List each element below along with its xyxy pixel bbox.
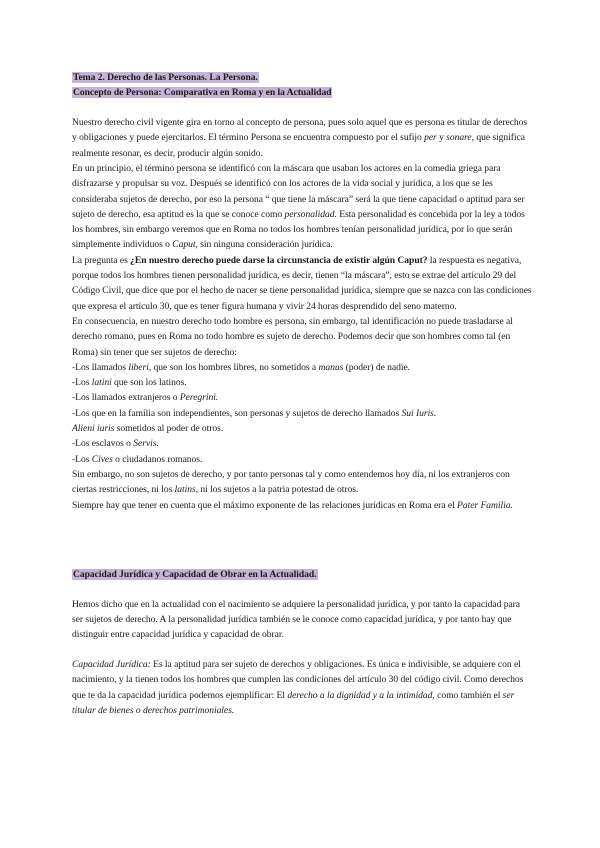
document-body [72, 70, 532, 718]
list-item: -Los esclavos o Servis. [72, 438, 159, 450]
paragraph: En consecuencia, en nuestro derecho todo hombre es persona, sin embargo, tal identificación no puede trasladarse al derecho romano, pues en Roma no todo hombre es sujeto de derecho. Podemos decir que son hombres como tal (en Roma) sin tener que ser sujetos de derecho: [72, 315, 513, 358]
section-heading-capacidad: Capacidad Jurídica y Capacidad de Obrar en la Actualidad. [73, 568, 317, 580]
paragraph: Nuestro derecho civil vigente gira en torno al concepto de persona, pues solo aquel que es persona es titular de derechos y obligaciones y puede ejercitarlos. El término Persona se encuentra compuesto por el sufijo per y sonare, que significa realmente resonar, es decir, producir algún sonido. [72, 117, 528, 159]
list-item: -Los que en la familia son independientes, son personas y sujetos de derecho llamados Sui Iuris. Alieni iuris sometidos al poder de otros. [72, 407, 437, 435]
section-heading-concepto: Concepto de Persona: Comparativa en Roma y en la Actualidad [73, 87, 332, 99]
paragraph: En un principio, el término persona se identificó con la máscara que usaban los actores en la comedia griega para disfrazarse y propulsar su voz. Después se identificó con los actores de la vida social y jurídica, a los que se les consideraba sujetos de derecho, por eso la persona “ que tiene la máscara” será la que tiene capacidad o aptitud para ser sujeto de derecho, esa aptitud es la que se conoce como personalidad. Esta personalidad es concebida por la ley a todos los hombres, sin embargo veremos que en Roma no todos los hombres tenían personalidad jurídica, por lo que serán simplemente individuos o Caput, sin ninguna consideración jurídica. [72, 162, 525, 251]
list-item: -Los llamados liberi, que son los hombres libres, no sometidos a manus (poder) de nadie. [72, 361, 411, 373]
list-item: -Los llamados extranjeros o Peregrini. [72, 392, 219, 404]
document-title: Tema 2. Derecho de las Personas. La Persona. [73, 72, 258, 83]
list-item: -Los latini que son los latinos. [72, 377, 187, 389]
paragraph: Capacidad Jurídica: Es la aptitud para ser sujeto de derechos y obligaciones. Es única e indivisible, se adquiere con el nacimiento, y la tienen todos los hombres que cumplen las condiciones del artículo 30 del código civil. Como derechos que te da la capacidad jurídica podemos ejemplificar: El derecho a la dignidad y a la intimidad, como también el ser titular de bienes o derechos patrimoniales. [72, 659, 524, 716]
paragraph: Hemos dicho que en la actualidad con el nacimiento se adquiere la personalidad jurídica, y por tanto la capacidad para ser sujetos de derecho. A la personalidad jurídica también se le conoce como capacidad jurídica, y por tanto hay que distinguir entre capacidad jurídica y capacidad de obrar. [72, 598, 521, 641]
list-item: -Los Cives o ciudadanos romanos. [72, 453, 203, 465]
paragraph: La pregunta es ¿En nuestro derecho puede darse la circunstancia de existir algún Caput? la respuesta es negativa, porque todos los hombres tienen personalidad jurídica, es decir, tienen “la máscara”, esto se extrae del artículo 29 del Código Civil, que dice que por el hecho de nacer se tiene personalidad jurídica, siempre que se nazca con las condiciones que expresa el artículo 30, que es tener figura humana y vivir 24 horas desprendido del seno materno. [72, 254, 532, 312]
paragraph: Sin embargo, no son sujetos de derecho, y por tanto personas tal y como entendemos hoy día, ni los extranjeros con ciertas restricciones, ni los latins, ni los sujetos a la patria potestad de otros. [72, 468, 510, 496]
paragraph: Siempre hay que tener en cuenta que el máximo exponente de las relaciones jurídicas en Roma era el Pater Familia. [72, 499, 513, 511]
